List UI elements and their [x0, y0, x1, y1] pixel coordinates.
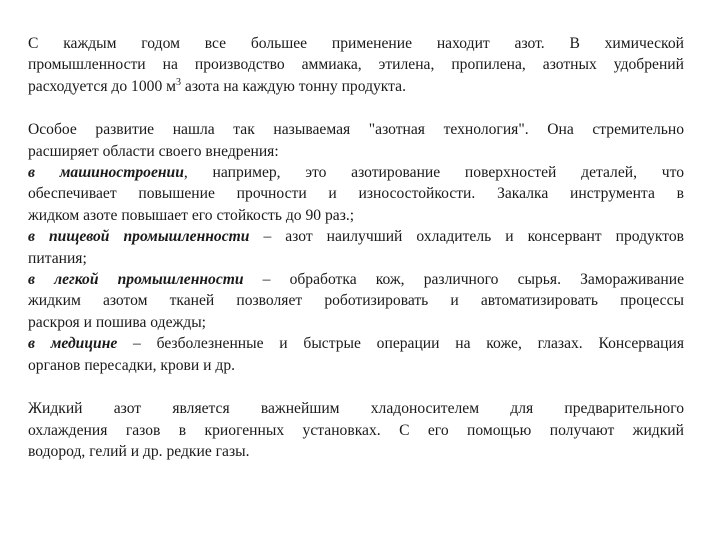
paragraph-nitrogen-technology: [28, 119, 684, 376]
list-item-mechanical-engineering: [28, 162, 684, 183]
list-item-medicine: [28, 333, 684, 354]
superscript: 3: [176, 76, 182, 88]
text-line: С каждым годом все большее применение находит азот. В химической: [28, 35, 684, 52]
text-line: Особое развитие нашла так называемая "азотная технология". Она стремительно: [28, 121, 684, 139]
text-line: питания;: [28, 249, 87, 267]
text-line: раскроя и пошива одежды;: [28, 313, 207, 331]
list-item-term: в легкой промышленности: [28, 271, 244, 289]
text-line: Жидкий азот является важнейшим хладоносителем для предварительного: [28, 400, 684, 418]
list-item-term: в машиностроении: [28, 164, 184, 182]
list-item-light-industry: [28, 269, 684, 290]
text-line: органов пересадки, крови и др.: [28, 356, 236, 374]
text-line: охлаждения газов в криогенных установках. С его помощью получают жидкий: [28, 421, 684, 439]
text-fragment: – безболезненные и быстрые операции на коже, глазах. Консервация: [117, 335, 684, 353]
text-fragment: , например, это азотирование поверхностей деталей, что: [183, 164, 684, 182]
paragraph-nitrogen-usage: [28, 33, 684, 97]
text-fragment: – обработка кож, различного сырья. Замораживание: [243, 271, 684, 289]
list-item-term: в медицине: [28, 335, 118, 353]
list-item-food-industry: [28, 226, 684, 247]
text-fragment: расходуется до 1000 м: [28, 77, 177, 95]
paragraph-gap: [28, 97, 684, 119]
text-line: обеспечивает повышение прочности и износостойкости. Закалка инструмента в: [28, 185, 684, 203]
paragraph-gap: [28, 376, 684, 398]
paragraph-liquid-nitrogen: [28, 398, 684, 462]
text-line: промышленности на производство аммиака, этилена, пропилена, азотных удобрений: [28, 56, 684, 74]
text-line: [28, 76, 684, 97]
text-line: жидким азотом тканей позволяет роботизировать и автоматизировать процессы: [28, 292, 684, 310]
document-page: [28, 33, 684, 462]
list-item-term: в пищевой промышленности: [28, 228, 250, 246]
text-fragment: – азот наилучший охладитель и консервант продуктов: [249, 228, 684, 246]
text-fragment: азота на каждую тонну продукта.: [181, 77, 407, 95]
text-line: жидком азоте повышает его стойкость до 90 раз.;: [28, 206, 355, 224]
text-line: расширяет области своего внедрения:: [28, 142, 279, 160]
text-line: водород, гелий и др. редкие газы.: [28, 442, 250, 460]
